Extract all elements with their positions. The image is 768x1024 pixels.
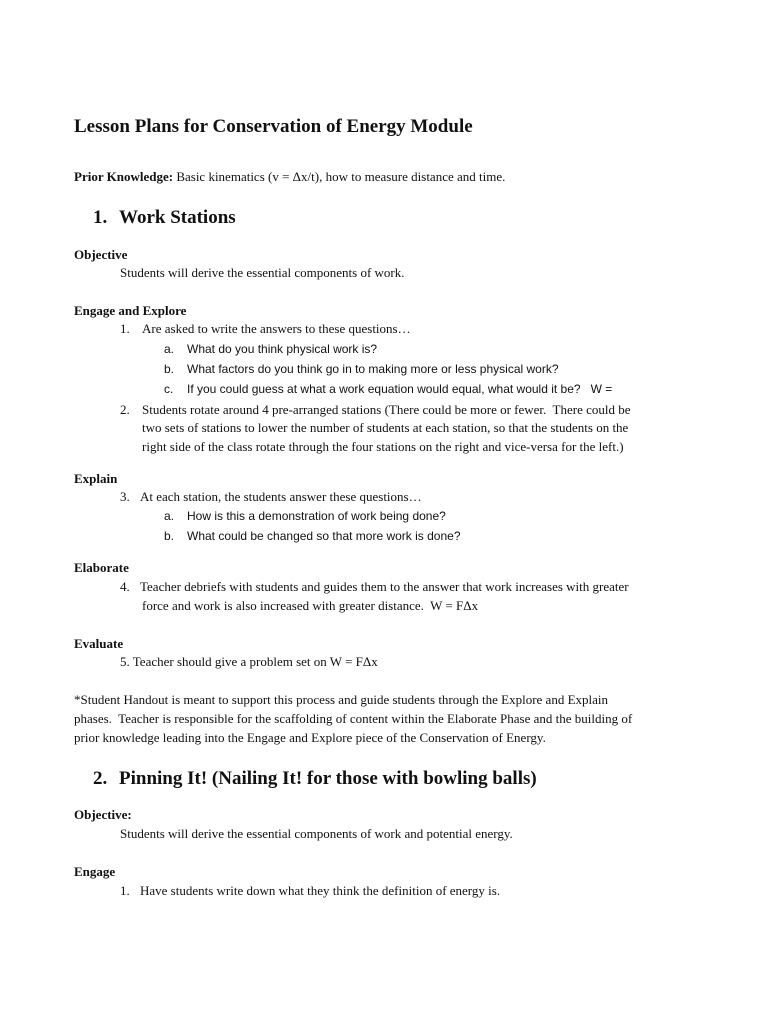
engage-label: Engage — [74, 864, 116, 879]
sub-item-text: What do you think physical work is? — [187, 342, 378, 356]
elaborate-label: Elaborate — [74, 560, 129, 575]
evaluate-label: Evaluate — [74, 636, 124, 651]
objective-text: Students will derive the essential components of work and potential energy. — [120, 826, 513, 841]
list-item-number: 1. — [120, 883, 130, 898]
list-item-text: Teacher debriefs with students and guides them to the answer that work increases with greater — [140, 579, 629, 594]
list-item-number: 2. — [120, 402, 130, 417]
objective-text: Students will derive the essential components of work. — [120, 265, 405, 280]
list-item-number: 4. — [120, 579, 130, 594]
document-title: Lesson Plans for Conservation of Energy Module — [74, 116, 473, 137]
list-item-text: two sets of stations to lower the number of students at each station, so that the students on the — [142, 420, 629, 435]
list-item-text: 5. Teacher should give a problem set on W = FΔx — [120, 654, 378, 669]
sub-item-text: If you could guess at what a work equation would equal, what would it be? W = — [187, 382, 613, 396]
note-line: phases. Teacher is responsible for the scaffolding of content within the Elaborate Phase and the building of — [74, 711, 633, 726]
explain-label: Explain — [74, 471, 118, 486]
section-1-number: 1. — [93, 207, 108, 228]
prior-knowledge-label: Prior Knowledge: — [74, 169, 174, 184]
sub-item-letter: a. — [164, 509, 175, 523]
objective-label: Objective — [74, 247, 128, 262]
section-2-heading: Pinning It! (Nailing It! for those with bowling balls) — [119, 768, 537, 789]
section-1-heading: Work Stations — [119, 207, 236, 228]
list-item-text: Students rotate around 4 pre-arranged stations (There could be more or fewer. There could be — [142, 402, 631, 417]
list-item-text: Have students write down what they think the definition of energy is. — [140, 883, 501, 898]
sub-item-text: What could be changed so that more work is done? — [187, 529, 461, 543]
note-line: prior knowledge leading into the Engage and Explore piece of the Conservation of Energy. — [74, 730, 546, 745]
list-item-number: 3. — [120, 489, 130, 504]
sub-item-letter: b. — [164, 362, 175, 376]
prior-knowledge — [74, 169, 505, 185]
sub-item-text: What factors do you think go in to making more or less physical work? — [187, 362, 559, 376]
sub-item-text: How is this a demonstration of work being done? — [187, 509, 446, 523]
engage-explore-label: Engage and Explore — [74, 303, 187, 318]
sub-item-letter: c. — [164, 382, 174, 396]
sub-item-letter: a. — [164, 342, 175, 356]
list-item-text: At each station, the students answer these questions… — [140, 489, 422, 504]
prior-knowledge-text: Basic kinematics (v = Δx/t), how to measure distance and time. — [176, 169, 506, 184]
section-2-number: 2. — [93, 768, 108, 789]
list-item-number: 1. — [120, 321, 130, 336]
list-item-text: Are asked to write the answers to these questions… — [142, 321, 411, 336]
note-line: *Student Handout is meant to support this process and guide students through the Explore and Explain — [74, 692, 609, 707]
sub-item-letter: b. — [164, 529, 175, 543]
list-item-text: right side of the class rotate through the four stations on the right and vice-versa for the left.) — [142, 439, 624, 454]
list-item-text: force and work is also increased with greater distance. W = FΔx — [142, 598, 479, 613]
objective-label: Objective: — [74, 807, 132, 822]
